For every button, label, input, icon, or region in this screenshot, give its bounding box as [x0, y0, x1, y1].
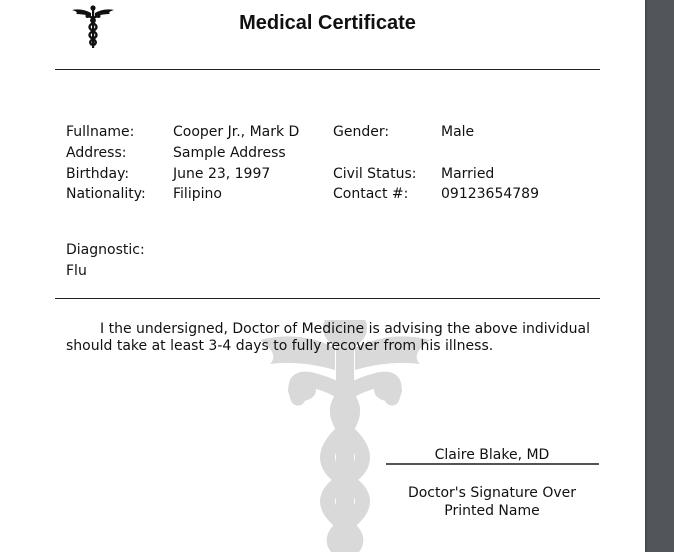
civil-status-label: Civil Status: — [333, 166, 417, 182]
diagnostic-label: Diagnostic: — [66, 242, 145, 258]
civil-status-value: Married — [441, 166, 495, 182]
signature-line — [386, 463, 599, 465]
gender-value: Male — [441, 124, 475, 140]
contact-label: Contact #: — [333, 186, 409, 202]
signature-caption-line2: Printed Name — [444, 503, 540, 519]
gender-label: Gender: — [333, 124, 390, 140]
nationality-label: Nationality: — [66, 186, 146, 202]
diagnostic-value: Flu — [66, 263, 87, 279]
birthday-label: Birthday: — [66, 166, 130, 182]
address-value: Sample Address — [173, 145, 286, 161]
nationality-value: Filipino — [173, 186, 222, 202]
page-edge — [645, 0, 647, 552]
contact-value: 09123654789 — [441, 186, 539, 202]
doctor-name: Claire Blake, MD — [434, 447, 550, 463]
header-divider — [55, 69, 600, 70]
address-label: Address: — [66, 145, 127, 161]
page-title: Medical Certificate — [239, 12, 416, 34]
fullname-value: Cooper Jr., Mark D — [173, 124, 300, 140]
fullname-label: Fullname: — [66, 124, 135, 140]
birthday-value: June 23, 1997 — [173, 166, 271, 182]
signature-caption — [386, 484, 598, 520]
certificate-statement: I the undersigned, Doctor of Medicine is advising the above individual should take at least 3-4 days to fully recover from his illness. — [66, 321, 591, 354]
section-divider — [55, 298, 600, 299]
signature-caption-line1: Doctor's Signature Over — [407, 485, 577, 501]
